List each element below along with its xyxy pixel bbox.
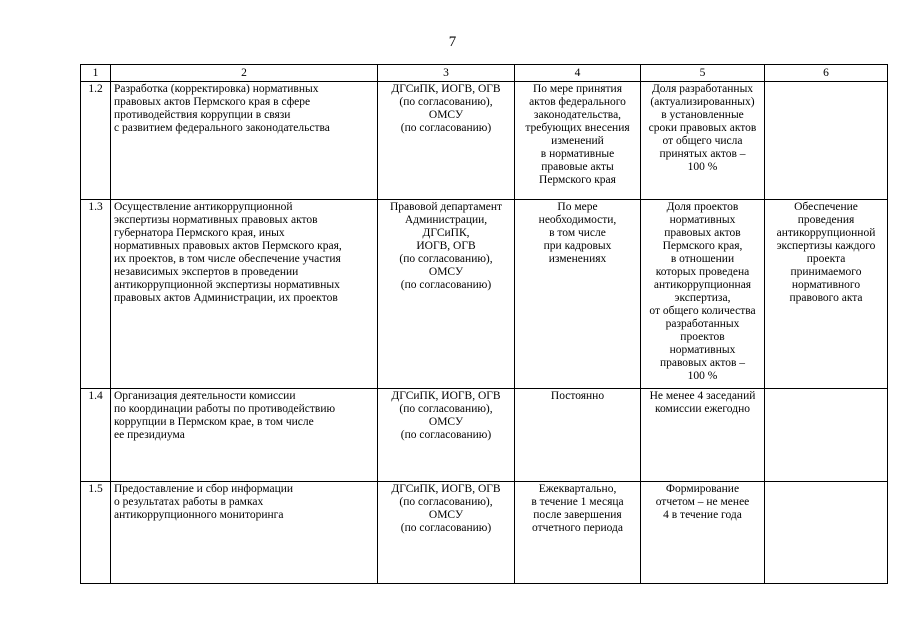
indicator-cell bbox=[641, 388, 765, 481]
cell-line: о результатах работы в рамках bbox=[114, 496, 264, 509]
cell-line: экспертизы нормативных правовых актов bbox=[114, 213, 318, 226]
cell-line: правовые акты bbox=[541, 161, 614, 173]
cell-line: правового акта bbox=[789, 291, 863, 304]
cell-line: комиссии ежегодно bbox=[655, 402, 750, 415]
cell-line: при кадровых bbox=[543, 239, 612, 252]
column-header: 1 bbox=[81, 65, 111, 82]
executors-cell bbox=[378, 199, 515, 388]
cell-line: изменений bbox=[551, 135, 604, 147]
cell-line: от общего количества bbox=[649, 304, 756, 317]
column-header: 5 bbox=[641, 65, 765, 82]
row-number: 1.5 bbox=[81, 482, 111, 584]
row-number: 1.2 bbox=[81, 82, 111, 200]
term-cell bbox=[515, 482, 641, 584]
result-cell bbox=[765, 388, 888, 481]
cell-line: ИОГВ, ОГВ bbox=[416, 239, 476, 252]
cell-line: (по согласованию), bbox=[399, 96, 493, 108]
cell-line: с развитием федерального законодательства bbox=[114, 122, 330, 134]
cell-line: законодательства, bbox=[533, 109, 622, 121]
cell-line: ОМСУ bbox=[428, 509, 464, 522]
cell-line: которых проведена bbox=[655, 265, 750, 278]
page-number: 7 bbox=[448, 34, 457, 50]
column-header: 4 bbox=[515, 65, 641, 82]
result-cell bbox=[765, 199, 888, 388]
result-cell bbox=[765, 482, 888, 584]
cell-line: необходимости, bbox=[538, 213, 617, 226]
result-cell bbox=[765, 82, 888, 200]
cell-line: Правовой департамент bbox=[389, 200, 503, 213]
cell-line: ДГСиПК, ИОГВ, ОГВ bbox=[391, 483, 501, 496]
cell-line: нормативных bbox=[669, 343, 736, 356]
cell-line: сроки правовых актов bbox=[648, 122, 757, 134]
cell-line: 4 в течение года bbox=[663, 509, 742, 522]
cell-line: коррупции в Пермском крае, в том числе bbox=[114, 415, 314, 428]
cell-line: По мере bbox=[557, 200, 598, 213]
cell-line: антикоррупционного мониторинга bbox=[114, 509, 284, 522]
cell-line: Пермского края bbox=[539, 174, 616, 186]
cell-line: (по согласованию), bbox=[399, 402, 493, 415]
cell-line: в отношении bbox=[670, 252, 735, 265]
executors-cell bbox=[378, 388, 515, 481]
cell-line: от общего числа bbox=[662, 135, 743, 147]
cell-line: проведения bbox=[797, 213, 855, 226]
cell-line: в нормативные bbox=[540, 148, 615, 160]
measure-name bbox=[111, 482, 378, 584]
cell-line: антикоррупционной bbox=[776, 226, 876, 239]
measure-name bbox=[111, 388, 378, 481]
table-row bbox=[81, 388, 888, 481]
cell-line: Разработка (корректировка) нормативных bbox=[114, 83, 319, 95]
term-cell bbox=[515, 199, 641, 388]
indicator-cell bbox=[641, 482, 765, 584]
cell-line: ОМСУ bbox=[428, 109, 464, 121]
indicator-cell bbox=[641, 82, 765, 200]
cell-line: 100 % bbox=[687, 369, 718, 382]
cell-line: требующих внесения bbox=[525, 122, 630, 134]
cell-line: правовых актов – bbox=[659, 356, 746, 369]
cell-line: (актуализированных) bbox=[650, 96, 755, 108]
column-header: 3 bbox=[378, 65, 515, 82]
cell-line: принятых актов – bbox=[659, 148, 746, 160]
cell-line: губернатора Пермского края, иных bbox=[114, 226, 285, 239]
cell-line: противодействия коррупции в связи bbox=[114, 109, 291, 121]
cell-line: Формирование bbox=[665, 483, 740, 496]
measure-name bbox=[111, 82, 378, 200]
cell-line: проекта bbox=[806, 252, 846, 265]
indicator-cell bbox=[641, 199, 765, 388]
cell-line: правовых актов Администрации, их проектов bbox=[114, 291, 338, 304]
cell-line: (по согласованию) bbox=[400, 522, 492, 535]
column-header: 2 bbox=[111, 65, 378, 82]
measure-name bbox=[111, 199, 378, 388]
cell-line: по координации работы по противодействию bbox=[114, 402, 336, 415]
cell-line: ее президиума bbox=[114, 428, 185, 441]
cell-line: Организация деятельности комиссии bbox=[114, 389, 296, 402]
action-plan-table bbox=[80, 64, 888, 584]
table-row bbox=[81, 482, 888, 584]
cell-line: их проектов, в том числе обеспечение участия bbox=[114, 252, 341, 265]
executors-cell bbox=[378, 82, 515, 200]
cell-line: Осуществление антикоррупционной bbox=[114, 200, 293, 213]
cell-line: после завершения bbox=[533, 509, 622, 522]
cell-line: актов федерального bbox=[529, 96, 626, 108]
cell-line: отчетом – не менее bbox=[655, 496, 750, 509]
cell-line: проектов bbox=[680, 330, 725, 343]
cell-line: По мере принятия bbox=[532, 83, 622, 95]
cell-line: в установленные bbox=[661, 109, 744, 121]
column-header: 6 bbox=[765, 65, 888, 82]
cell-line: в течение 1 месяца bbox=[531, 496, 624, 509]
cell-line: ДГСиПК, ИОГВ, ОГВ bbox=[391, 389, 501, 402]
cell-line: нормативных правовых актов Пермского края, bbox=[114, 239, 342, 252]
cell-line: Предоставление и сбор информации bbox=[114, 483, 294, 496]
cell-line: Ежеквартально, bbox=[538, 483, 617, 496]
cell-line: Постоянно bbox=[550, 389, 605, 402]
cell-line: экспертизы каждого bbox=[776, 239, 876, 252]
cell-line: Администрации, bbox=[404, 213, 488, 226]
row-number: 1.3 bbox=[81, 199, 111, 388]
cell-line: Обеспечение bbox=[794, 200, 858, 213]
cell-line: антикоррупционной экспертизы нормативных bbox=[114, 278, 340, 291]
cell-line: (по согласованию), bbox=[399, 252, 493, 265]
cell-line: антикоррупционная bbox=[653, 278, 752, 291]
cell-line: 100 % bbox=[687, 161, 718, 173]
cell-line: правовых актов bbox=[664, 226, 741, 239]
term-cell bbox=[515, 82, 641, 200]
cell-line: нормативного bbox=[791, 278, 861, 291]
row-number: 1.4 bbox=[81, 388, 111, 481]
cell-line: (по согласованию), bbox=[399, 496, 493, 509]
table-row bbox=[81, 82, 888, 200]
table-row bbox=[81, 199, 888, 388]
cell-line: правовых актов Пермского края в сфере bbox=[114, 96, 311, 108]
cell-line: принимаемого bbox=[790, 265, 862, 278]
cell-line: Доля проектов bbox=[666, 200, 739, 213]
cell-line: разработанных bbox=[665, 317, 740, 330]
cell-line: (по согласованию) bbox=[400, 278, 492, 291]
cell-line: ОМСУ bbox=[428, 415, 464, 428]
cell-line: (по согласованию) bbox=[400, 122, 492, 134]
cell-line: отчетного периода bbox=[531, 522, 624, 535]
cell-line: экспертиза, bbox=[674, 291, 731, 304]
term-cell bbox=[515, 388, 641, 481]
cell-line: нормативных bbox=[669, 213, 736, 226]
cell-line: (по согласованию) bbox=[400, 428, 492, 441]
header-row bbox=[81, 65, 888, 82]
cell-line: изменениях bbox=[548, 252, 607, 265]
cell-line: Не менее 4 заседаний bbox=[649, 389, 756, 402]
cell-line: ОМСУ bbox=[428, 265, 464, 278]
cell-line: Доля разработанных bbox=[651, 83, 754, 95]
executors-cell bbox=[378, 482, 515, 584]
cell-line: независимых экспертов в проведении bbox=[114, 265, 299, 278]
cell-line: ДГСиПК, bbox=[422, 226, 470, 239]
cell-line: Пермского края, bbox=[662, 239, 743, 252]
cell-line: в том числе bbox=[549, 226, 606, 239]
cell-line: ДГСиПК, ИОГВ, ОГВ bbox=[391, 83, 501, 95]
